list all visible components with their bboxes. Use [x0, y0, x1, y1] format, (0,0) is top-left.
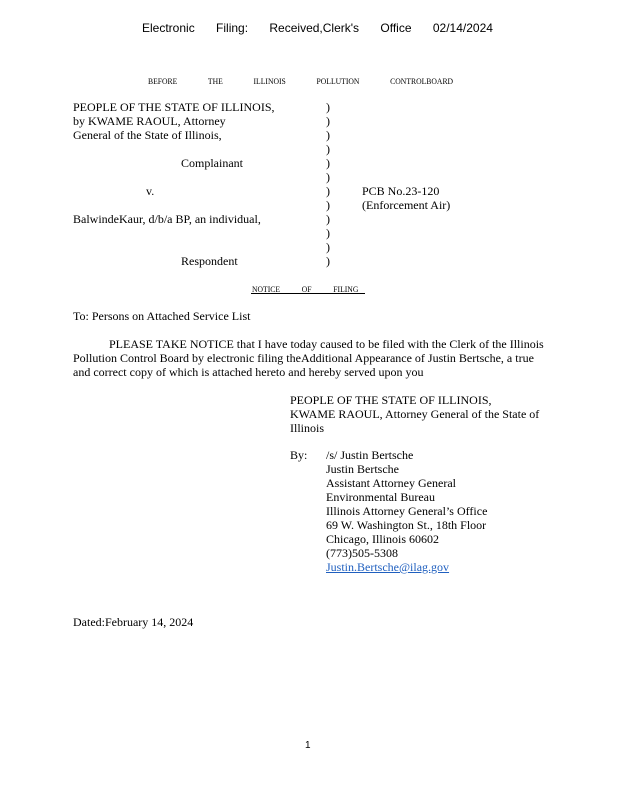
versus-label: v. [146, 184, 155, 198]
defendant-name: BalwindeKaur, d/b/a BP, an individual, [73, 212, 261, 226]
plaintiff-line: by KWAME RAOUL, Attorney [73, 114, 226, 128]
party-line: PEOPLE OF THE STATE OF ILLINOIS, [290, 393, 492, 407]
board-title-part: POLLUTION [316, 76, 360, 86]
body-line-1: PLEASE TAKE NOTICE that I have today caused to be filed with the Clerk of the Illinois [109, 337, 544, 351]
board-title-part: ILLINOIS [253, 76, 286, 86]
attorney-details [326, 448, 487, 574]
paren: ) [326, 254, 330, 268]
notice-title-part: NOTICE [252, 284, 281, 294]
paren: ) [326, 240, 330, 254]
notice-title-part: OF [301, 284, 312, 294]
paren: ) [326, 198, 330, 212]
header-part: Electronic [142, 21, 195, 35]
efiling-header [142, 21, 511, 35]
paren: ) [326, 184, 330, 198]
party-line: KWAME RAOUL, Attorney General of the State of [290, 407, 540, 421]
paren: ) [326, 212, 330, 226]
respondent-label: Respondent [181, 254, 238, 268]
paren: ) [326, 100, 330, 114]
dated-line: Dated:February 14, 2024 [73, 615, 194, 629]
board-title-part: BEFORE [148, 76, 178, 86]
attorney-phone: (773)505-5308 [326, 546, 398, 560]
plaintiff-block [73, 100, 275, 142]
party-line: Illinois [290, 421, 325, 435]
attorney-street: 69 W. Washington St., 18th Floor [326, 518, 487, 532]
attorney-title: Assistant Attorney General [326, 476, 456, 490]
attorney-bureau: Environmental Bureau [326, 490, 435, 504]
notice-title-part: FILING [333, 284, 359, 294]
case-number: PCB No.23-120 [362, 184, 440, 198]
body-line-3: and correct copy of which is attached hereto and hereby served upon you [73, 365, 424, 379]
board-title [148, 74, 482, 88]
paren: ) [326, 226, 330, 240]
attorney-name: Justin Bertsche [326, 462, 399, 476]
case-type: (Enforcement Air) [362, 198, 451, 212]
header-part: Office [380, 21, 412, 35]
header-part: Received,Clerk's [269, 21, 360, 35]
paren: ) [326, 156, 330, 170]
signature-line: /s/ Justin Bertsche [326, 448, 414, 462]
caption-divider [326, 100, 330, 268]
header-part: 02/14/2024 [432, 21, 493, 35]
to-line: To: Persons on Attached Service List [73, 309, 251, 323]
attorney-office: Illinois Attorney General’s Office [326, 504, 488, 518]
attorney-city: Chicago, Illinois 60602 [326, 532, 439, 546]
page-number: 1 [305, 740, 311, 751]
paren: ) [326, 114, 330, 128]
header-part: Filing: [216, 21, 249, 35]
attorney-email-link[interactable]: Justin.Bertsche@ilag.gov [326, 560, 450, 574]
by-label: By: [290, 448, 308, 462]
case-info [362, 184, 450, 212]
plaintiff-line: General of the State of Illinois, [73, 128, 222, 142]
body-line-2: Pollution Control Board by electronic filing theAdditional Appearance of Justin Bertsche, a true [73, 351, 534, 365]
complainant-label: Complainant [181, 156, 243, 170]
paren: ) [326, 128, 330, 142]
paren: ) [326, 142, 330, 156]
board-title-part: THE [207, 76, 223, 86]
notice-title-underline [251, 293, 365, 294]
board-title-part: CONTROLBOARD [390, 76, 454, 86]
paren: ) [326, 170, 330, 184]
plaintiff-line: PEOPLE OF THE STATE OF ILLINOIS, [73, 100, 275, 114]
party-block [290, 393, 539, 435]
